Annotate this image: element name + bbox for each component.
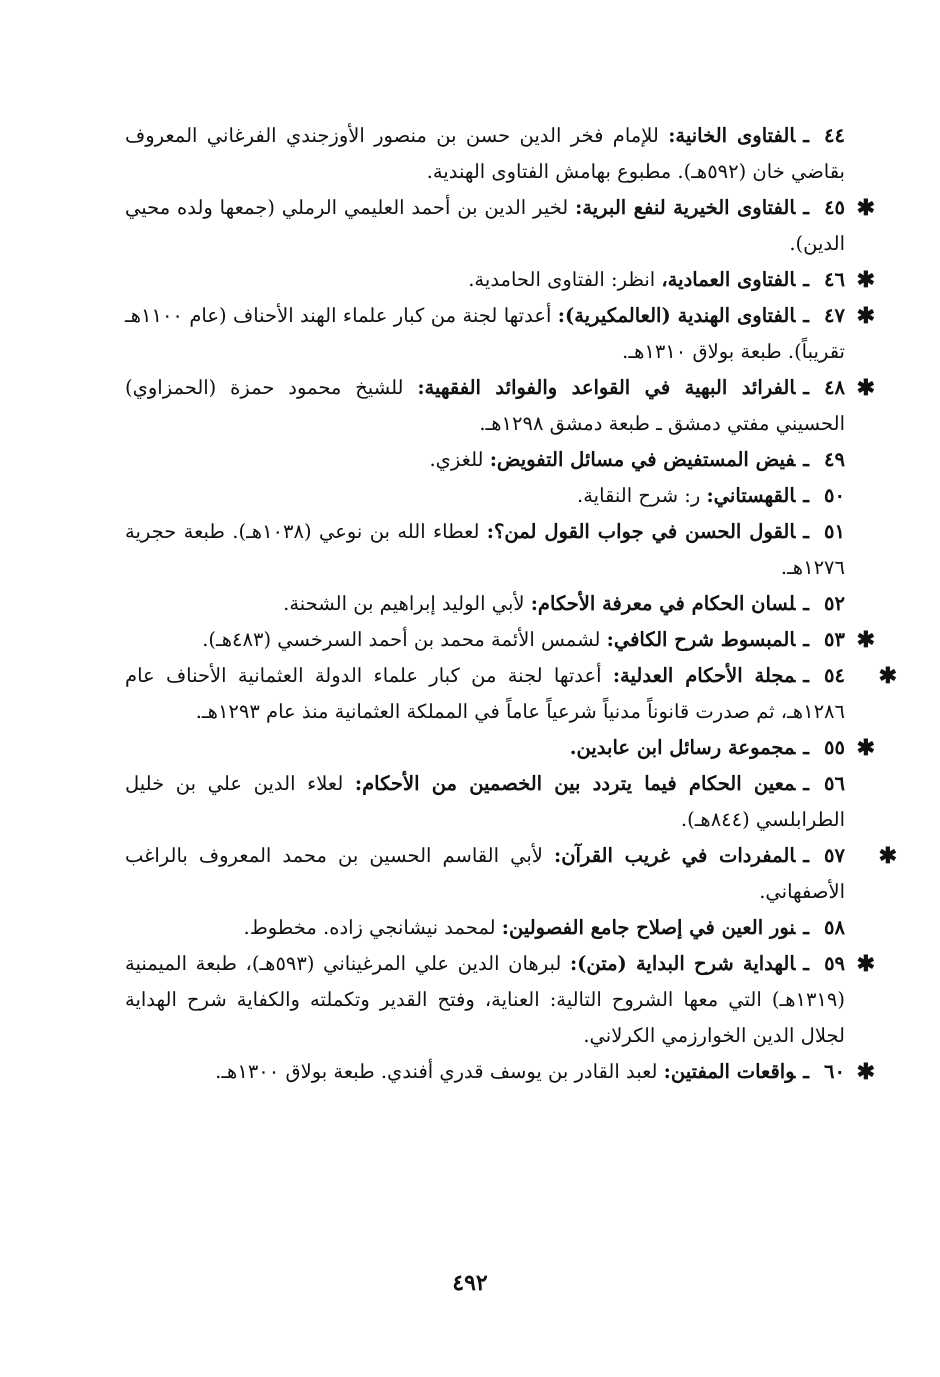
entry-number: ٦٠ bbox=[824, 1060, 845, 1083]
entry-description: انظر: الفتاوى الحامدية. bbox=[468, 268, 662, 291]
entry-description: أعدتها لجنة من كبار علماء الهند الأحناف (عام ١١٠٠هـ تقريباً). طبعة بولاق ١٣١٠هـ. bbox=[125, 304, 845, 363]
entry-title: نور العين في إصلاح جامع الفصولين: bbox=[501, 916, 796, 939]
entry-description: لبرهان الدين علي المرغيناني (٥٩٣هـ)، طبعة الميمنية (١٣١٩هـ) التي معها الشروح التالية: العناية، وفتح القدير وتكملته والكفاية شرح الهداية لجلال الدين الخوارزمي الكرلاني. bbox=[125, 952, 845, 1047]
entry-title: القهستاني: bbox=[706, 484, 796, 507]
entry-title: فيض المستفيض في مسائل التفويض: bbox=[489, 448, 796, 471]
entry-dash: ـ bbox=[803, 268, 809, 291]
entry-number: ٥٩ bbox=[824, 952, 846, 975]
asterisk-marker-icon: ✱ bbox=[856, 951, 875, 977]
entry-title: مجموعة رسائل ابن عابدين. bbox=[569, 736, 796, 759]
bibliography-entry bbox=[125, 190, 875, 262]
entry-number: ٤٩ bbox=[824, 448, 845, 471]
asterisk-marker-icon: ✱ bbox=[856, 267, 875, 293]
entry-number: ٤٨ bbox=[824, 376, 846, 399]
entry-number: ٥٢ bbox=[824, 592, 845, 615]
bibliography-entry bbox=[125, 370, 875, 442]
entry-dash: ـ bbox=[803, 376, 810, 399]
bibliography-entry bbox=[125, 766, 845, 838]
entry-title: القول الحسن في جواب القول لمن؟: bbox=[486, 520, 796, 543]
entry-title: الفتاوى الخانية: bbox=[668, 124, 796, 147]
entry-dash: ـ bbox=[803, 448, 809, 471]
asterisk-marker-icon: ✱ bbox=[856, 375, 875, 401]
entry-description: للإمام فخر الدين حسن بن منصور الأوزجندي الفرغاني المعروف بقاضي خان (٥٩٢هـ). مطبوع بهامش الفتاوى الهندية. bbox=[125, 124, 845, 183]
entry-dash: ـ bbox=[803, 844, 809, 867]
entry-dash: ـ bbox=[803, 484, 809, 507]
entry-number: ٥٣ bbox=[824, 628, 845, 651]
bibliography-entry bbox=[125, 838, 897, 910]
bibliography-list bbox=[125, 118, 897, 1090]
entry-title: الفتاوى الخيرية لنفع البرية: bbox=[575, 196, 796, 219]
entry-title: معين الحكام فيما يتردد بين الخصمين من الأحكام: bbox=[354, 772, 796, 795]
entry-number: ٤٤ bbox=[824, 124, 845, 147]
entry-description: أعدتها لجنة من كبار علماء الدولة العثمانية الأحناف عام ١٢٨٦هـ، ثم صدرت قانوناً مدنياً شرعياً عاماً في المملكة العثمانية منذ عام ١٢٩٣هـ. bbox=[125, 664, 845, 723]
asterisk-marker-icon: ✱ bbox=[878, 843, 897, 869]
entry-title: المفردات في غريب القرآن: bbox=[554, 844, 796, 867]
entry-description: لمحمد نيشانجي زاده. مخطوط. bbox=[243, 916, 502, 939]
entry-title: المبسوط شرح الكافي: bbox=[606, 628, 796, 651]
entry-title: واقعات المفتين: bbox=[663, 1060, 796, 1083]
entry-dash: ـ bbox=[803, 664, 809, 687]
asterisk-marker-icon: ✱ bbox=[856, 303, 875, 329]
entry-number: ٤٦ bbox=[824, 268, 845, 291]
entry-title: لسان الحكام في معرفة الأحكام: bbox=[530, 592, 796, 615]
entry-description: لشمس الأئمة محمد بن أحمد السرخسي (٤٨٣هـ). bbox=[202, 628, 607, 651]
entry-title: الهداية شرح البداية (متن): bbox=[569, 952, 796, 975]
asterisk-marker-icon: ✱ bbox=[856, 195, 875, 221]
asterisk-marker-icon: ✱ bbox=[856, 1059, 875, 1085]
asterisk-marker-icon: ✱ bbox=[856, 735, 875, 761]
entry-description: لأبي القاسم الحسين بن محمد المعروف بالراغب الأصفهاني. bbox=[125, 844, 845, 903]
asterisk-marker-icon: ✱ bbox=[878, 663, 897, 689]
entry-title: الفتاوى الهندية (العالمكيرية): bbox=[557, 304, 796, 327]
entry-dash: ـ bbox=[803, 304, 809, 327]
entry-number: ٥١ bbox=[824, 520, 845, 543]
entry-description: ر: شرح النقاية. bbox=[577, 484, 707, 507]
entry-number: ٤٧ bbox=[824, 304, 845, 327]
bibliography-entry bbox=[125, 658, 897, 730]
entry-dash: ـ bbox=[803, 628, 809, 651]
bibliography-entry bbox=[125, 910, 845, 946]
entry-title: الفرائد البهية في القواعد والفوائد الفقهية: bbox=[417, 376, 796, 399]
entry-dash: ـ bbox=[803, 916, 809, 939]
bibliography-entry bbox=[125, 1054, 875, 1090]
entry-description: لخير الدين بن أحمد العليمي الرملي (جمعها ولده محيي الدين). bbox=[125, 196, 845, 255]
bibliography-entry bbox=[125, 262, 875, 298]
entry-dash: ـ bbox=[803, 772, 809, 795]
bibliography-entry bbox=[125, 298, 875, 370]
bibliography-entry bbox=[125, 586, 845, 622]
entry-description: لعبد القادر بن يوسف قدري أفندي. طبعة بولاق ١٣٠٠هـ. bbox=[215, 1060, 664, 1083]
entry-number: ٥٥ bbox=[824, 736, 845, 759]
bibliography-entry bbox=[125, 442, 845, 478]
asterisk-marker-icon: ✱ bbox=[856, 627, 875, 653]
entry-dash: ـ bbox=[803, 1060, 809, 1083]
bibliography-entry bbox=[125, 118, 845, 190]
page-number: ٤٩٢ bbox=[452, 1270, 488, 1296]
entry-dash: ـ bbox=[803, 952, 810, 975]
entry-description: لعلاء الدين علي بن خليل الطرابلسي (٨٤٤هـ). bbox=[125, 772, 845, 831]
entry-number: ٥٤ bbox=[824, 664, 845, 687]
entry-description: للغزي. bbox=[429, 448, 490, 471]
entry-dash: ـ bbox=[803, 124, 809, 147]
entry-number: ٥٠ bbox=[824, 484, 845, 507]
entry-dash: ـ bbox=[803, 592, 809, 615]
entry-dash: ـ bbox=[803, 520, 809, 543]
entry-dash: ـ bbox=[803, 196, 810, 219]
bibliography-entry bbox=[125, 514, 845, 586]
entry-number: ٥٦ bbox=[824, 772, 845, 795]
entry-description: لأبي الوليد إبراهيم بن الشحنة. bbox=[283, 592, 531, 615]
bibliography-entry bbox=[125, 478, 845, 514]
entry-number: ٥٧ bbox=[824, 844, 845, 867]
entry-number: ٤٥ bbox=[824, 196, 846, 219]
entry-title: الفتاوى العمادية، bbox=[661, 268, 796, 291]
entry-dash: ـ bbox=[803, 736, 809, 759]
entry-description: للشيخ محمود حمزة (الحمزاوي) الحسيني مفتي دمشق ـ طبعة دمشق ١٢٩٨هـ. bbox=[125, 376, 845, 435]
bibliography-entry bbox=[125, 622, 875, 658]
bibliography-entry bbox=[125, 730, 875, 766]
entry-number: ٥٨ bbox=[824, 916, 845, 939]
bibliography-entry bbox=[125, 946, 875, 1054]
entry-title: مجلة الأحكام العدلية: bbox=[612, 664, 796, 687]
entry-description: لعطاء الله بن نوعي (١٠٣٨هـ). طبعة حجرية ١٢٧٦هـ. bbox=[125, 520, 845, 579]
